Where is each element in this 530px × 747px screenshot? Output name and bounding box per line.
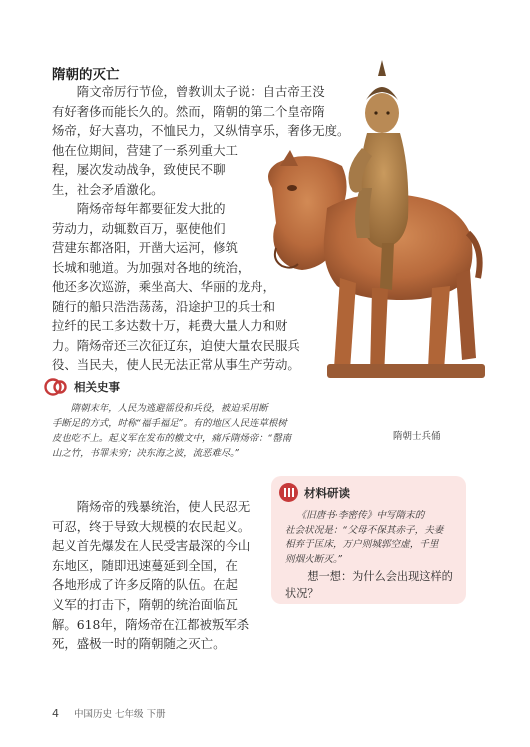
book-columns-icon (279, 483, 298, 502)
text-line: 状况？ (285, 587, 319, 600)
history-box-header (44, 377, 364, 397)
horse-and-rider-illustration (232, 38, 494, 410)
text-line: 想一想：为什么会出现这样的 (307, 570, 453, 583)
book-title: 中国历史 七年级 下册 (74, 709, 166, 720)
material-box-header (279, 483, 350, 502)
text-line: 拉纤的民工多达数十万，耗费大量人力和财 (52, 318, 288, 333)
section-title: 隋朝的灭亡 (52, 67, 120, 83)
paragraph-3 (52, 497, 260, 654)
material-reading-box (271, 476, 466, 604)
history-box-text (52, 401, 360, 461)
linked-circles-icon (44, 377, 68, 397)
text-line: 长城和驰道。为加强对各地的统治， (52, 259, 251, 275)
text-line: 有好奢侈而能长久的。然而，隋朝的第二个皇帝隋 (52, 103, 325, 119)
text-line: 山之竹，书罪未穷；决东海之波，流恶难尽。” (52, 448, 240, 459)
material-quote (285, 509, 463, 567)
text-line: 随行的船只浩浩荡荡，沿途护卫的兵士和 (52, 298, 276, 314)
soldier-figurine-image (232, 38, 494, 410)
text-line: 炀帝，好大喜功，不恤民力，又纵情享乐，奢侈无度。 (52, 123, 350, 138)
text-line: 隋文帝厉行节俭，曾教训太子说：自古帝王没 (76, 84, 325, 99)
text-line: 义军的打击下，隋朝的统治面临瓦 (52, 596, 238, 612)
text-line: 解。618年，隋炀帝在江都被叛军杀 (52, 616, 250, 632)
text-line: 程，屡次发动战争，致使民不聊 (52, 162, 226, 177)
text-line: 社会状况是：“父母不保其赤子，夫妻 (285, 524, 444, 536)
text-line: 相弃于匡床，万户则城郭空虚，千里 (285, 539, 439, 551)
text-line: 生，社会矛盾激化。 (52, 181, 164, 197)
text-line: 他还多次巡游，乘坐高大、华丽的龙舟， (52, 279, 276, 294)
page-number: 4 (52, 707, 59, 720)
text-line: 可忍，终于导致大规模的农民起义。 (52, 518, 251, 534)
text-line: 隋炀帝的残暴统治，使人民忍无 (76, 499, 251, 514)
figure-caption: 隋朝士兵俑 (393, 431, 441, 442)
text-line: 皮也吃不上。起义军在发布的檄文中，痛斥隋炀帝：“罄南 (52, 433, 292, 444)
text-line: 力。隋炀帝还三次征辽东，迫使大量农民服兵 (52, 337, 300, 353)
text-line: 各地形成了许多反隋的队伍。在起 (52, 577, 238, 593)
text-line: 手断足的方式，时称“福手福足”。有的地区人民连草根树 (52, 418, 287, 429)
history-box-title: 相关史事 (74, 380, 120, 394)
page-footer (52, 706, 166, 720)
text-line: 东地区，随即迅速蔓延到全国，在 (52, 557, 238, 573)
text-line: 《旧唐书·李密传》中写隋末的 (296, 510, 425, 521)
text-line: 营建东都洛阳，开凿大运河，修筑 (52, 240, 238, 255)
text-line: 起义首先爆发在人民受害最深的今山 (52, 538, 251, 554)
text-line: 他在位期间，营建了一系列重大工 (52, 142, 238, 158)
text-line: 隋朝末年，人民为逃避徭役和兵役，被迫采用断 (70, 403, 268, 414)
text-line: 隋炀帝每年都要征发大批的 (76, 201, 226, 216)
material-question (285, 568, 463, 602)
material-box-title: 材料研读 (304, 485, 350, 500)
text-line: 则烟火断灭。” (285, 553, 343, 565)
text-line: 役、当民夫，使人民无法正常从事生产劳动。 (52, 357, 300, 372)
text-line: 劳动力，动辄数百万，驱使他们 (52, 220, 226, 236)
text-line: 死，盛极一时的隋朝随之灭亡。 (52, 636, 226, 652)
related-history-box (44, 377, 364, 461)
